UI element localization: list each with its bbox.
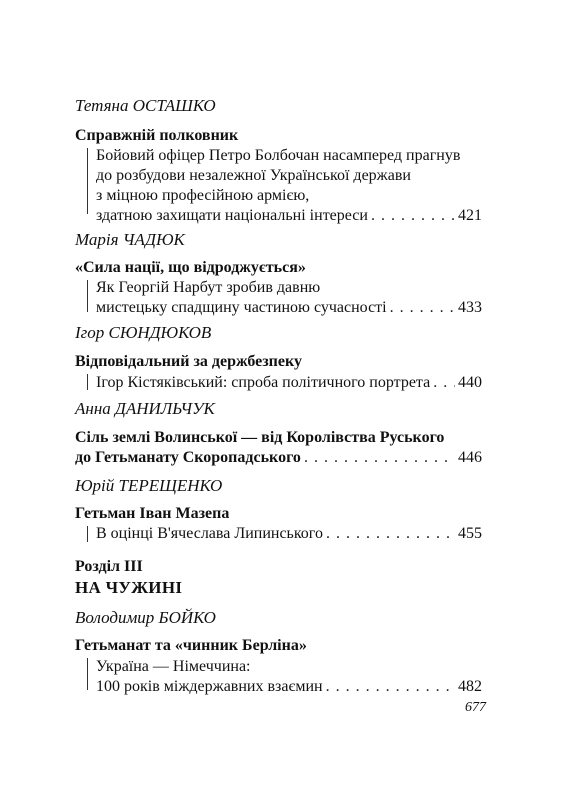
entry-subtitle-line: Як Георгій Нарбут зробив давню	[96, 279, 321, 296]
entry-subtitle-line: Бойовий офіцер Петро Болбочан насамперед прагнув	[96, 147, 461, 164]
toc-entry-row[interactable]	[96, 298, 482, 318]
entry-page-number: 446	[458, 449, 482, 466]
entry-subtitle-line: з міцною професійною армією,	[96, 187, 310, 204]
toc-entry-row[interactable]	[96, 206, 482, 226]
dot-leader	[326, 677, 455, 697]
section-title: НА ЧУЖИНІ	[75, 578, 183, 597]
entry-title: Гетьман Іван Мазепа	[75, 505, 230, 522]
dot-leader	[390, 298, 455, 318]
entry-title: «Сила нації, що відроджується»	[75, 259, 306, 276]
entry-page-number: 440	[458, 374, 482, 391]
entry-page-number: 482	[458, 678, 482, 695]
entry-author: Ігор СЮНДЮКОВ	[75, 323, 212, 342]
entry-author: Тетяна ОСТАШКО	[75, 96, 216, 115]
entry-bracket-line	[87, 280, 88, 312]
entry-author: Володимир БОЙКО	[75, 608, 216, 627]
page-number: 677	[465, 700, 486, 715]
entry-page-number: 421	[458, 207, 482, 224]
entry-bracket-line	[87, 658, 88, 690]
entry-subtitle-line: Україна — Німеччина:	[96, 658, 251, 675]
toc-entry-row[interactable]	[75, 448, 482, 468]
entry-bracket-line	[87, 148, 88, 214]
entry-page-number: 433	[458, 299, 482, 316]
toc-entry-row[interactable]	[96, 677, 482, 697]
entry-title: Гетьманат та «чинник Берліна»	[75, 637, 307, 654]
entry-subtitle-line: 100 років міждержавних взаємин	[96, 678, 323, 695]
entry-bracket-line	[87, 374, 88, 390]
dot-leader	[371, 206, 455, 226]
entry-page-number: 455	[458, 525, 482, 542]
dot-leader	[304, 448, 455, 468]
entry-title: Сіль землі Волинської — від Королівства Руського	[75, 429, 445, 446]
entry-subtitle-line: здатною захищати національні інтереси	[96, 207, 368, 224]
entry-subtitle-line: мистецьку спадщину частиною сучасності	[96, 299, 387, 316]
entry-title: до Гетьманату Скоропадського	[75, 449, 301, 466]
entry-subtitle-line: В оцінці В'ячеслава Липинського	[96, 525, 323, 542]
entry-subtitle-line: до розбудови незалежної Української держави	[96, 167, 411, 184]
entry-subtitle-line: Ігор Кістяківський: спроба політичного портрета	[96, 374, 431, 391]
section-label: Розділ ІІІ	[75, 558, 143, 575]
toc-entry-row[interactable]	[96, 524, 482, 544]
toc-entry-row[interactable]	[96, 373, 482, 393]
entry-title: Справжній полковник	[75, 127, 239, 144]
dot-leader	[326, 524, 455, 544]
entry-author: Юрій ТЕРЕЩЕНКО	[75, 476, 223, 495]
entry-author: Марія ЧАДЮК	[75, 230, 185, 249]
entry-title: Відповідальний за держбезпеку	[75, 353, 302, 370]
dot-leader	[433, 373, 455, 393]
entry-author: Анна ДАНИЛЬЧУК	[75, 399, 215, 418]
entry-bracket-line	[87, 526, 88, 542]
